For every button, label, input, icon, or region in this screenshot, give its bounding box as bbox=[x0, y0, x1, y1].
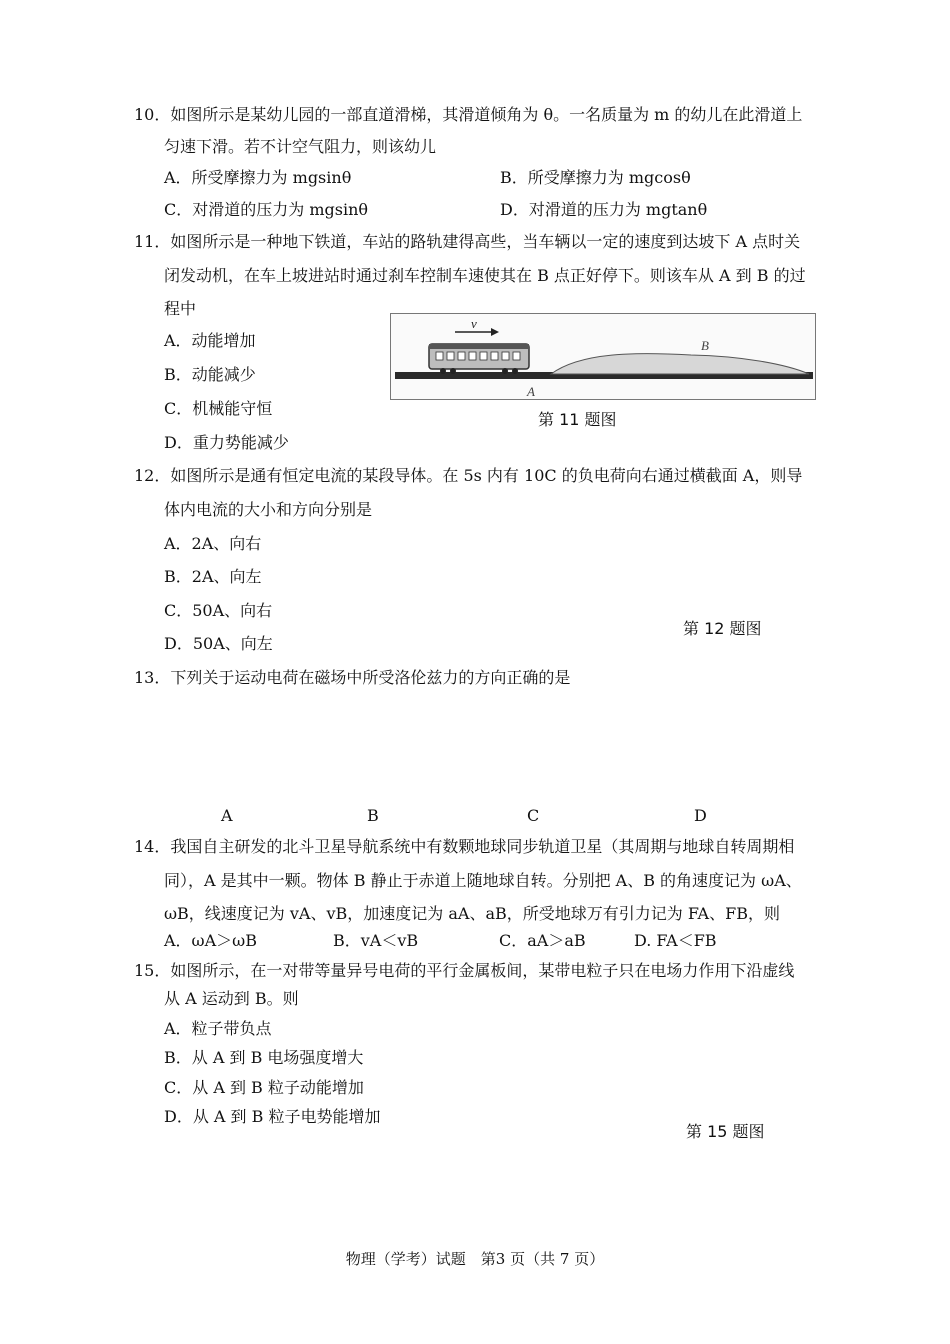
subway-track-diagram bbox=[391, 314, 815, 399]
q13-option-b-label: B bbox=[367, 806, 379, 825]
q12-option-c: C．50A、向右 bbox=[164, 601, 273, 620]
q10-stem-line2: 匀速下滑。若不计空气阻力，则该幼儿 bbox=[164, 137, 437, 156]
q14-option-d: D. FA＜FB bbox=[634, 931, 717, 950]
q11-stem-line1: 11．如图所示是一种地下铁道，车站的路轨建得高些，当车辆以一定的速度到达坡下 A 点时关 bbox=[134, 232, 801, 251]
q11-stem-line2: 闭发动机，在车上坡进站时通过刹车控制车速使其在 B 点正好停下。则该车从 A 到 B 的过 bbox=[164, 266, 806, 285]
point-a-label: A bbox=[527, 384, 535, 399]
slope-hill bbox=[551, 354, 809, 374]
q15-option-c: C．从 A 到 B 粒子动能增加 bbox=[164, 1078, 364, 1097]
q15-stem-line2: 从 A 运动到 B。则 bbox=[164, 989, 299, 1008]
q10-option-b: B．所受摩擦力为 mgcosθ bbox=[500, 168, 691, 187]
q13-stem-line1: 13．下列关于运动电荷在磁场中所受洛伦兹力的方向正确的是 bbox=[134, 668, 571, 687]
q11-option-c: C．机械能守恒 bbox=[164, 399, 273, 418]
train-car-icon bbox=[429, 344, 529, 374]
point-b-label: B bbox=[701, 338, 709, 353]
q11-option-a: A．动能增加 bbox=[164, 331, 256, 350]
q11-option-d: D．重力势能减少 bbox=[164, 433, 289, 452]
q14-option-a: A．ωA＞ωB bbox=[164, 931, 257, 950]
q11-stem-line3: 程中 bbox=[164, 299, 197, 318]
q10-option-c: C．对滑道的压力为 mgsinθ bbox=[164, 200, 369, 219]
q12-stem-line1: 12．如图所示是通有恒定电流的某段导体。在 5s 内有 10C 的负电荷向右通过横截面 A，则导 bbox=[134, 466, 803, 485]
q10-stem-line1: 10．如图所示是某幼儿园的一部直道滑梯，其滑道倾角为 θ。一名质量为 m 的幼儿在此滑道上 bbox=[134, 105, 803, 124]
q10-option-d: D．对滑道的压力为 mgtanθ bbox=[500, 200, 708, 219]
q14-option-c: C．aA＞aB bbox=[499, 931, 586, 950]
q13-option-c-label: C bbox=[527, 806, 540, 825]
q15-option-a: A．粒子带负点 bbox=[164, 1019, 272, 1038]
page-footer: 物理（学考）试题 第3 页（共 7 页） bbox=[345, 1250, 605, 1268]
q15-stem-line1: 15．如图所示，在一对带等量异号电荷的平行金属板间，某带电粒子只在电场力作用下沿虚线 bbox=[134, 961, 795, 980]
q14-stem-line3: ωB，线速度记为 vA、vB，加速度记为 aA、aB，所受地球万有引力记为 FA、FB，则 bbox=[164, 904, 780, 923]
q13-option-d-label: D bbox=[694, 806, 707, 825]
q12-figure-caption: 第 12 题图 bbox=[683, 619, 762, 638]
q14-option-b: B．vA＜vB bbox=[333, 931, 419, 950]
q13-option-a-label: A bbox=[221, 806, 233, 825]
q14-stem-line2: 同），A 是其中一颗。物体 B 静止于赤道上随地球自转。分别把 A、B 的角速度记为 ωA、 bbox=[164, 871, 802, 890]
q11-figure-subway-track bbox=[390, 313, 816, 400]
q11-figure-caption: 第 11 题图 bbox=[538, 410, 617, 429]
q12-option-b: B．2A、向左 bbox=[164, 567, 262, 586]
velocity-label: v bbox=[471, 316, 477, 331]
q14-stem-line1: 14．我国自主研发的北斗卫星导航系统中有数颗地球同步轨道卫星（其周期与地球自转周期相 bbox=[134, 837, 795, 856]
q15-option-d: D．从 A 到 B 粒子电势能增加 bbox=[164, 1107, 381, 1126]
q10-option-a: A．所受摩擦力为 mgsinθ bbox=[164, 168, 352, 187]
q15-figure-caption: 第 15 题图 bbox=[686, 1122, 765, 1141]
q11-option-b: B．动能减少 bbox=[164, 365, 256, 384]
q12-stem-line2: 体内电流的大小和方向分别是 bbox=[164, 500, 373, 519]
q15-option-b: B．从 A 到 B 电场强度增大 bbox=[164, 1048, 364, 1067]
velocity-arrow-icon bbox=[455, 328, 499, 336]
q12-option-a: A．2A、向右 bbox=[164, 534, 262, 553]
q12-option-d: D．50A、向左 bbox=[164, 634, 273, 653]
